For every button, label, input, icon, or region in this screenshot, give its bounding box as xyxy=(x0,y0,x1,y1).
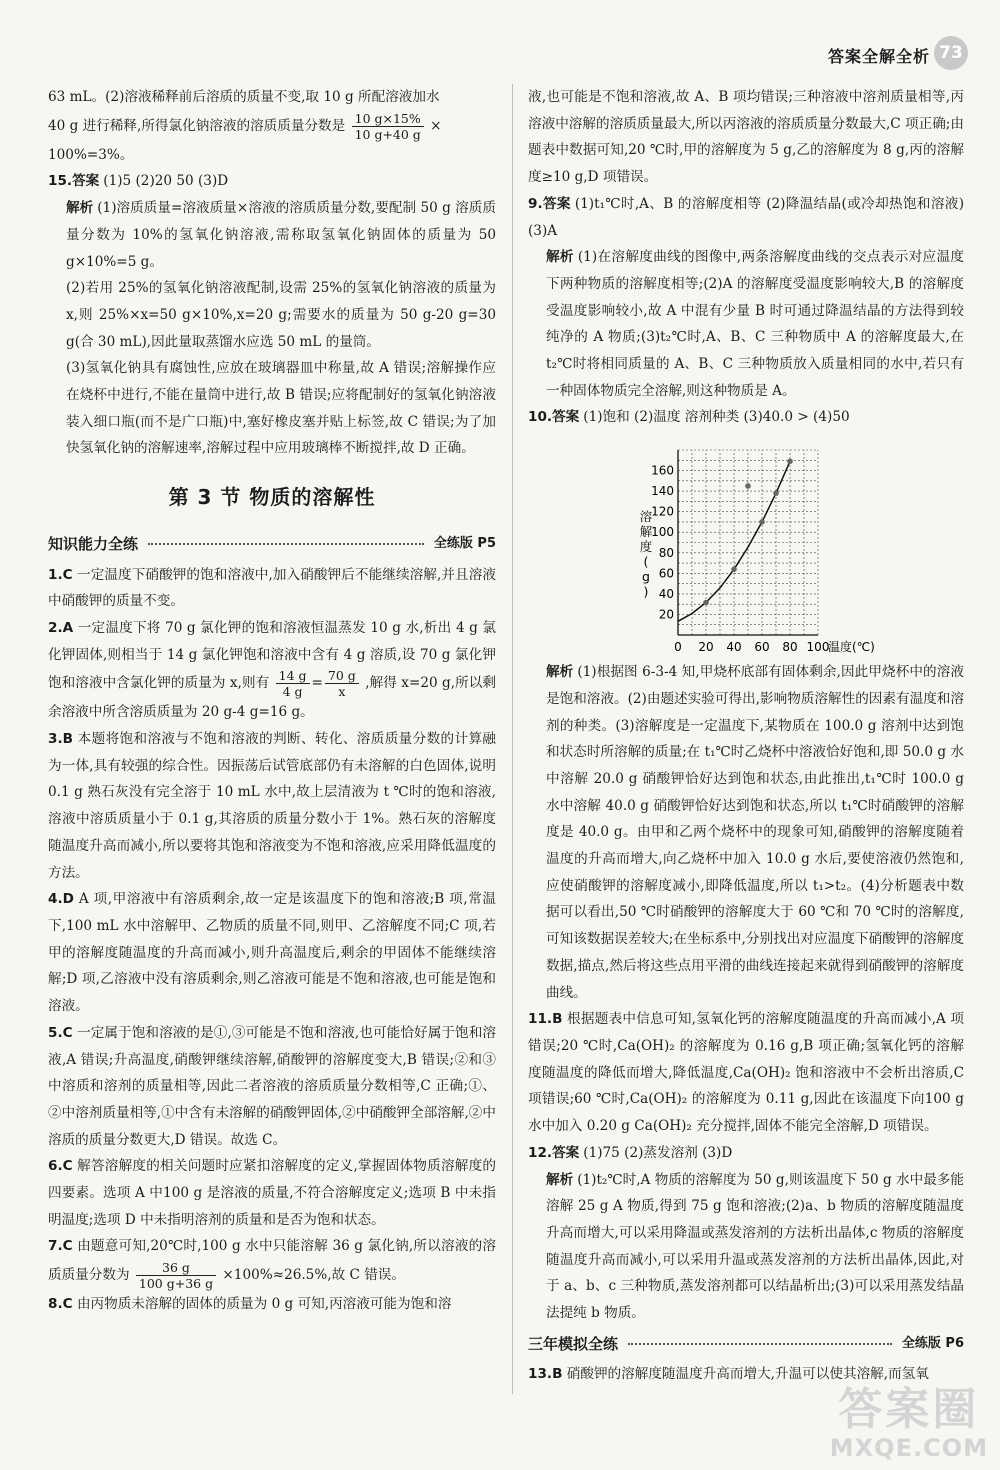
analysis-text: (1)t₂℃时,A 物质的溶解度为 50 g,则该温度下 50 g 水中最多能溶解 25 g A 物质,得到 75 g 饱和溶液;(2)a、b 物质的溶解度随温度升高而增大,可以采用降温或蒸发溶剂的方法析出晶体,c 物质的溶解度随温度升高而减小,可以采用升温或蒸发溶剂的方法析出晶体,因此,对于 a、b、c 三种物质,蒸发溶剂都可以结晶析出;(3)可以采用蒸发结晶法提纯 b 物质。 xyxy=(546,1171,964,1322)
question-text-2: ×100%≈26.5%,故 C 错误。 xyxy=(222,1267,405,1284)
data-point xyxy=(787,459,793,465)
y-tick-label: 120 xyxy=(651,504,674,519)
y-tick-label: 100 xyxy=(651,525,674,540)
left-column xyxy=(48,84,496,1318)
question-text: 本题将饱和溶液与不饱和溶液的判断、转化、溶质质量分数的计算融为一体,具有较强的综合性。因振荡后试管底部仍有未溶解的白色固体,说明 0.1 g 熟石灰没有完全溶于 10 mL 水中,故上层清液为 t ℃时的饱和溶液,溶液中溶质质量小于 0.1 g,其溶质的质量分数小于 1%。熟石灰的溶解度随温度升高而减小,所以要将其饱和溶液变为不饱和溶液,应采用降低温度的方法。 xyxy=(48,731,496,881)
band-dots xyxy=(628,1343,892,1345)
y-tick-label: 20 xyxy=(658,607,674,622)
question-4 xyxy=(48,886,496,1020)
solubility-chart xyxy=(528,435,964,657)
question-12 xyxy=(528,1140,964,1327)
question-text-2: ,解得 x=20 g,所以剩余溶液中所含溶质质量为 20 g-4 g=16 g。 xyxy=(48,675,496,721)
band-edition: 全练版 P5 xyxy=(433,535,496,551)
y-tick-label: 160 xyxy=(651,463,674,478)
fraction-14-4 xyxy=(276,668,310,699)
question-text: 一定温度下硝酸钾的饱和溶液中,加入硝酸钾后不能继续溶解,并且溶液中硝酸钾的质量不变。 xyxy=(48,566,496,610)
question-number: 1.C xyxy=(48,566,73,583)
question-10 xyxy=(528,404,964,1006)
x-tick-label: 100 xyxy=(806,640,830,655)
watermark-line2: MXQE.COM xyxy=(829,1434,988,1462)
y-tick-label: 40 xyxy=(658,587,674,602)
analysis-p3: (3)氢氧化钠具有腐蚀性,应放在玻璃器皿中称量,故 A 错误;溶解操作应在烧杯中进行,不能在量筒中进行,故 B 错误;应将配制好的氢氧化钠溶液装入细口瓶(而不是广口瓶)中,塞好橡皮塞并贴上标签,故 C 错误;为了加快氢氧化钠的溶解速率,溶解过程中应用玻璃棒不断搅拌,故 D 正确。 xyxy=(66,360,496,457)
fraction-denominator: 10 g+40 g xyxy=(354,126,421,142)
y-tick-label: 60 xyxy=(658,566,674,581)
question-number: 9. xyxy=(528,195,543,212)
answer-tag: 答案 xyxy=(542,195,571,212)
data-point xyxy=(759,519,765,525)
y-axis-label-char: 溶 xyxy=(639,509,653,525)
analysis-tag: 解析 xyxy=(66,200,94,217)
x-tick-label: 0 xyxy=(674,640,682,655)
question-text: 一定属于饱和溶液的是①,③可能是不饱和溶液,也可能恰好属于饱和溶液,A 错误;升高温度,硝酸钾继续溶解,硝酸钾的溶解度变大,B 错误;②和③中溶质和溶剂的质量相等,因此二者溶液的溶质质量分数相等,C 正确;①、②中溶剂质量相等,①中含有未溶解的硝酸钾固体,②中硝酸钾全部溶解,②中溶质的质量分数更大,D 错误。故选 C。 xyxy=(48,1024,496,1148)
fraction-denominator: 4 g xyxy=(282,684,303,700)
fraction-36 xyxy=(136,1260,216,1291)
solubility-chart-wrap xyxy=(528,435,964,657)
answer-text: (1)饱和 (2)温度 溶剂种类 (3)40.0 > (4)50 xyxy=(583,409,850,426)
question-text-1: 由题意可知,20℃时,100 g 水中只能溶解 36 g 氯化钠,所以溶液的溶质质量分数为 xyxy=(48,1238,497,1284)
cont-line-2 xyxy=(48,111,496,142)
answer-text: (1)75 (2)蒸发溶剂 (3)D xyxy=(583,1144,733,1161)
section-band-knowledge xyxy=(48,531,496,558)
question-number: 10. xyxy=(528,409,553,426)
y-axis-label-char: 解 xyxy=(639,524,653,540)
y-axis-label-char: 度 xyxy=(639,539,653,555)
x-tick-label: 80 xyxy=(782,640,798,655)
answer-tag: 答案 xyxy=(72,173,100,190)
answer-tag: 答案 xyxy=(552,1144,580,1161)
fraction-after: × xyxy=(430,117,442,134)
fraction-numerator: 70 g xyxy=(325,668,359,684)
question-number: 11.B xyxy=(528,1011,563,1028)
fraction-70-x xyxy=(325,668,359,699)
page-number-badge: 73 xyxy=(934,36,968,70)
question-text: 由丙物质未溶解的固体的质量为 0 g 可知,丙溶液可能为饱和溶 xyxy=(76,1296,452,1313)
question-number: 3.B xyxy=(48,731,73,748)
page-header xyxy=(0,0,1000,78)
band-edition: 全练版 P6 xyxy=(901,1335,964,1351)
question-text-1: 一定温度下将 70 g 氯化钾的饱和溶液恒温蒸发 10 g 水,析出 4 g 氯化钾固体,则相当于 14 g 氯化钾饱和溶液中含有 4 g 溶质,设 70 g 氯化钾饱和溶液中含氯化钾的质量为 x,则有 xyxy=(48,619,496,692)
fraction-denominator: x xyxy=(338,684,346,700)
data-point xyxy=(731,567,737,573)
right-column xyxy=(528,84,964,1388)
question-11 xyxy=(528,1006,964,1140)
question-7 xyxy=(48,1233,496,1291)
cont-line-3: 100%=3%。 xyxy=(48,146,134,163)
x-axis-label: 温度(℃) xyxy=(828,640,875,655)
fraction-15pct xyxy=(352,111,424,142)
analysis-text: (1)根据图 6-3-4 知,甲烧杯底部有固体剩余,因此甲烧杯中的溶液是饱和溶液。(2)由题述实验可得出,影响物质溶解性的因素有温度和溶剂的种类。(3)溶解度是一定温度下,某物质在 100.0 g 溶剂中达到饱和状态时所溶解的质量;在 t₁℃时乙烧杯中溶液恰好饱和,即 50.0 g 水中溶解 20.0 g 硝酸钾恰好达到饱和状态,由此推出,t₁℃时 100.0 g 水中溶解 40.0 g 硝酸钾恰好达到饱和状态,所以 t₁℃时硝酸钾的溶解度是 40.0 g。由甲和乙两个烧杯中的现象可知,硝酸钾的溶解度随着温度的升高而增大,向乙烧杯中加入 10.0 g 水后,要使溶液仍然饱和,应使硝酸钾的溶解度减小,即降低温度,所以 t₁>t₂。(4)分析题表中数据可以看出,50 ℃时硝酸钾的溶解度大于 60 ℃和 70 ℃时的溶解度,可知该数据误差较大;在坐标系中,分别找出对应温度下硝酸钾的溶解度数据,描点,然后将这些点用平滑的曲线连接起来就得到硝酸钾的溶解度曲线。 xyxy=(546,664,964,1001)
x-tick-label: 40 xyxy=(726,640,742,655)
question-text: A 项,甲溶液中有溶质剩余,故一定是该温度下的饱和溶液;B 项,常温下,100 mL 水中溶解甲、乙物质的质量不同,则甲、乙溶解度不同;C 项,若甲的溶解度随温度的升高而减小,则升高温度后,剩余的甲固体不能继续溶解;D 项,乙溶液中没有溶质剩余,则乙溶液可能是不饱和溶液,也可能是饱和溶液。 xyxy=(48,891,496,1015)
analysis-tag: 解析 xyxy=(546,1171,574,1188)
question-text: 硝酸钾的溶解度随温度升高而增大,升温可以使其溶解,而氢氧 xyxy=(566,1366,929,1383)
x-tick-label: 60 xyxy=(754,640,770,655)
question-number: 5.C xyxy=(48,1024,73,1041)
question-15 xyxy=(48,168,496,462)
question-number: 15. xyxy=(48,173,73,190)
question-number: 2.A xyxy=(48,619,74,636)
question-number: 12. xyxy=(528,1144,553,1161)
question-number: 13.B xyxy=(528,1366,563,1383)
question-number: 8.C xyxy=(48,1296,73,1313)
header-title: 答案全解全析 xyxy=(827,47,930,66)
question-number: 4.D xyxy=(48,891,74,908)
question-number: 7.C xyxy=(48,1238,73,1255)
analysis-tag: 解析 xyxy=(546,249,574,266)
answer-text: (1)5 (2)20 50 (3)D xyxy=(103,173,229,190)
cont-paragraph: 液,也可能是不饱和溶液,故 A、B 项均错误;三种溶液中溶剂质量相等,丙溶液中溶解的溶质质量最大,所以丙溶液的溶质质量分数最大,C 项正确;由题表中数据可知,20 ℃时,甲的溶解度为 5 g,乙的溶解度为 8 g,丙的溶解度≥10 g,D 项错误。 xyxy=(528,89,964,186)
y-tick-label: 80 xyxy=(658,545,674,560)
watermark-logo xyxy=(830,1386,988,1462)
question-8 xyxy=(48,1291,496,1318)
analysis-text: (1)在溶解度曲线的图像中,两条溶解度曲线的交点表示对应温度下两种物质的溶解度相等;(2)A 的溶解度受温度影响较大,B 的溶解度受温度影响较小,故 A 中混有少量 B 时可通过降温结晶的方法得到较纯净的 A 物质;(3)t₂℃时,A、B、C 三种物质中 A 的溶解度最大,在 t₂℃时将相同质量的 A、B、C 三种物质放入质量相同的水中,若只有一种固体物质完全溶解,则这种物质是 A。 xyxy=(546,249,965,399)
column-divider xyxy=(512,84,513,1394)
y-axis-label-char: ) xyxy=(643,584,649,600)
fraction-numerator: 10 g×15% xyxy=(352,111,424,127)
fraction-numerator: 14 g xyxy=(276,668,310,684)
question-9 xyxy=(528,191,964,405)
section-title: 第 3 节 物质的溶解性 xyxy=(168,485,376,510)
data-point xyxy=(703,600,709,606)
question-1 xyxy=(48,562,496,615)
data-point xyxy=(773,491,779,497)
fraction-numerator: 36 g xyxy=(136,1260,216,1276)
watermark-line1: 答案圈 xyxy=(838,1384,980,1435)
cont-line-1: 63 mL。(2)溶液稀释前后溶质的质量不变,取 10 g 所配溶液加水 xyxy=(48,89,440,105)
question-text: 解答溶解度的相关问题时应紧扣溶解度的定义,掌握固体物质溶解度的四要素。选项 A 中100 g 是溶液的质量,不符合溶解度定义;选项 B 中未指明温度;选项 D 中未指明溶剂的质量和是否为饱和状态。 xyxy=(48,1158,496,1228)
analysis-p2: (2)若用 25%的氢氧化钠溶液配制,设需 25%的氢氧化钠溶液的质量为 x,则 25%×x=50 g×10%,x=20 g;需要水的质量为 50 g-20 g=30 g(合 30 mL),因此量取蒸馏水应选 50 mL 的量筒。 xyxy=(66,280,496,350)
answer-tag: 答案 xyxy=(552,409,580,426)
analysis-p1: (1)溶质质量=溶液质量×溶液的溶质质量分数,要配制 50 g 溶质质量分数为 10%的氢氧化钠溶液,需称取氢氧化钠固体的质量为 50 g×10%=5 g。 xyxy=(66,200,496,270)
question-number: 6.C xyxy=(48,1158,73,1175)
question-2 xyxy=(48,615,496,726)
fraction-denominator: 100 g+36 g xyxy=(138,1276,214,1292)
band-label: 三年模拟全练 xyxy=(528,1334,619,1353)
equals-sign: = xyxy=(311,675,323,692)
question-6 xyxy=(48,1153,496,1233)
x-tick-label: 20 xyxy=(698,640,714,655)
y-axis-label-char: ( xyxy=(643,554,649,570)
question-5 xyxy=(48,1020,496,1154)
question-text: 根据题表中信息可知,氢氧化钙的溶解度随温度的升高而减小,A 项错误;20 ℃时,Ca(OH)₂ 的溶解度为 0.16 g,B 项正确;氢氧化钙的溶解度随温度的降低而增大,降低温度,Ca(OH)₂ 饱和溶液中不会析出溶质,C 项错误;60 ℃时,Ca(OH)₂ 的溶解度为 0.11 g,因此在该温度下向100 g 水中加入 0.20 g Ca(OH)₂ 充分搅拌,固体不能完全溶解,D 项错误。 xyxy=(528,1011,964,1135)
band-label: 知识能力全练 xyxy=(48,534,139,553)
cont-line-2-text: 40 g 进行稀释,所得氯化钠溶液的溶质质量分数是 xyxy=(48,117,346,134)
data-point xyxy=(745,483,751,489)
band-dots xyxy=(148,543,424,545)
answer-text: (1)t₁℃时,A、B 的溶解度相等 (2)降温结晶(或冷却热饱和溶液) (3)A xyxy=(528,195,964,239)
analysis-tag: 解析 xyxy=(546,664,574,681)
question-3 xyxy=(48,726,496,886)
section-band-three-year xyxy=(528,1331,964,1358)
y-axis-label-char: g xyxy=(642,569,650,585)
y-tick-label: 140 xyxy=(651,484,674,499)
